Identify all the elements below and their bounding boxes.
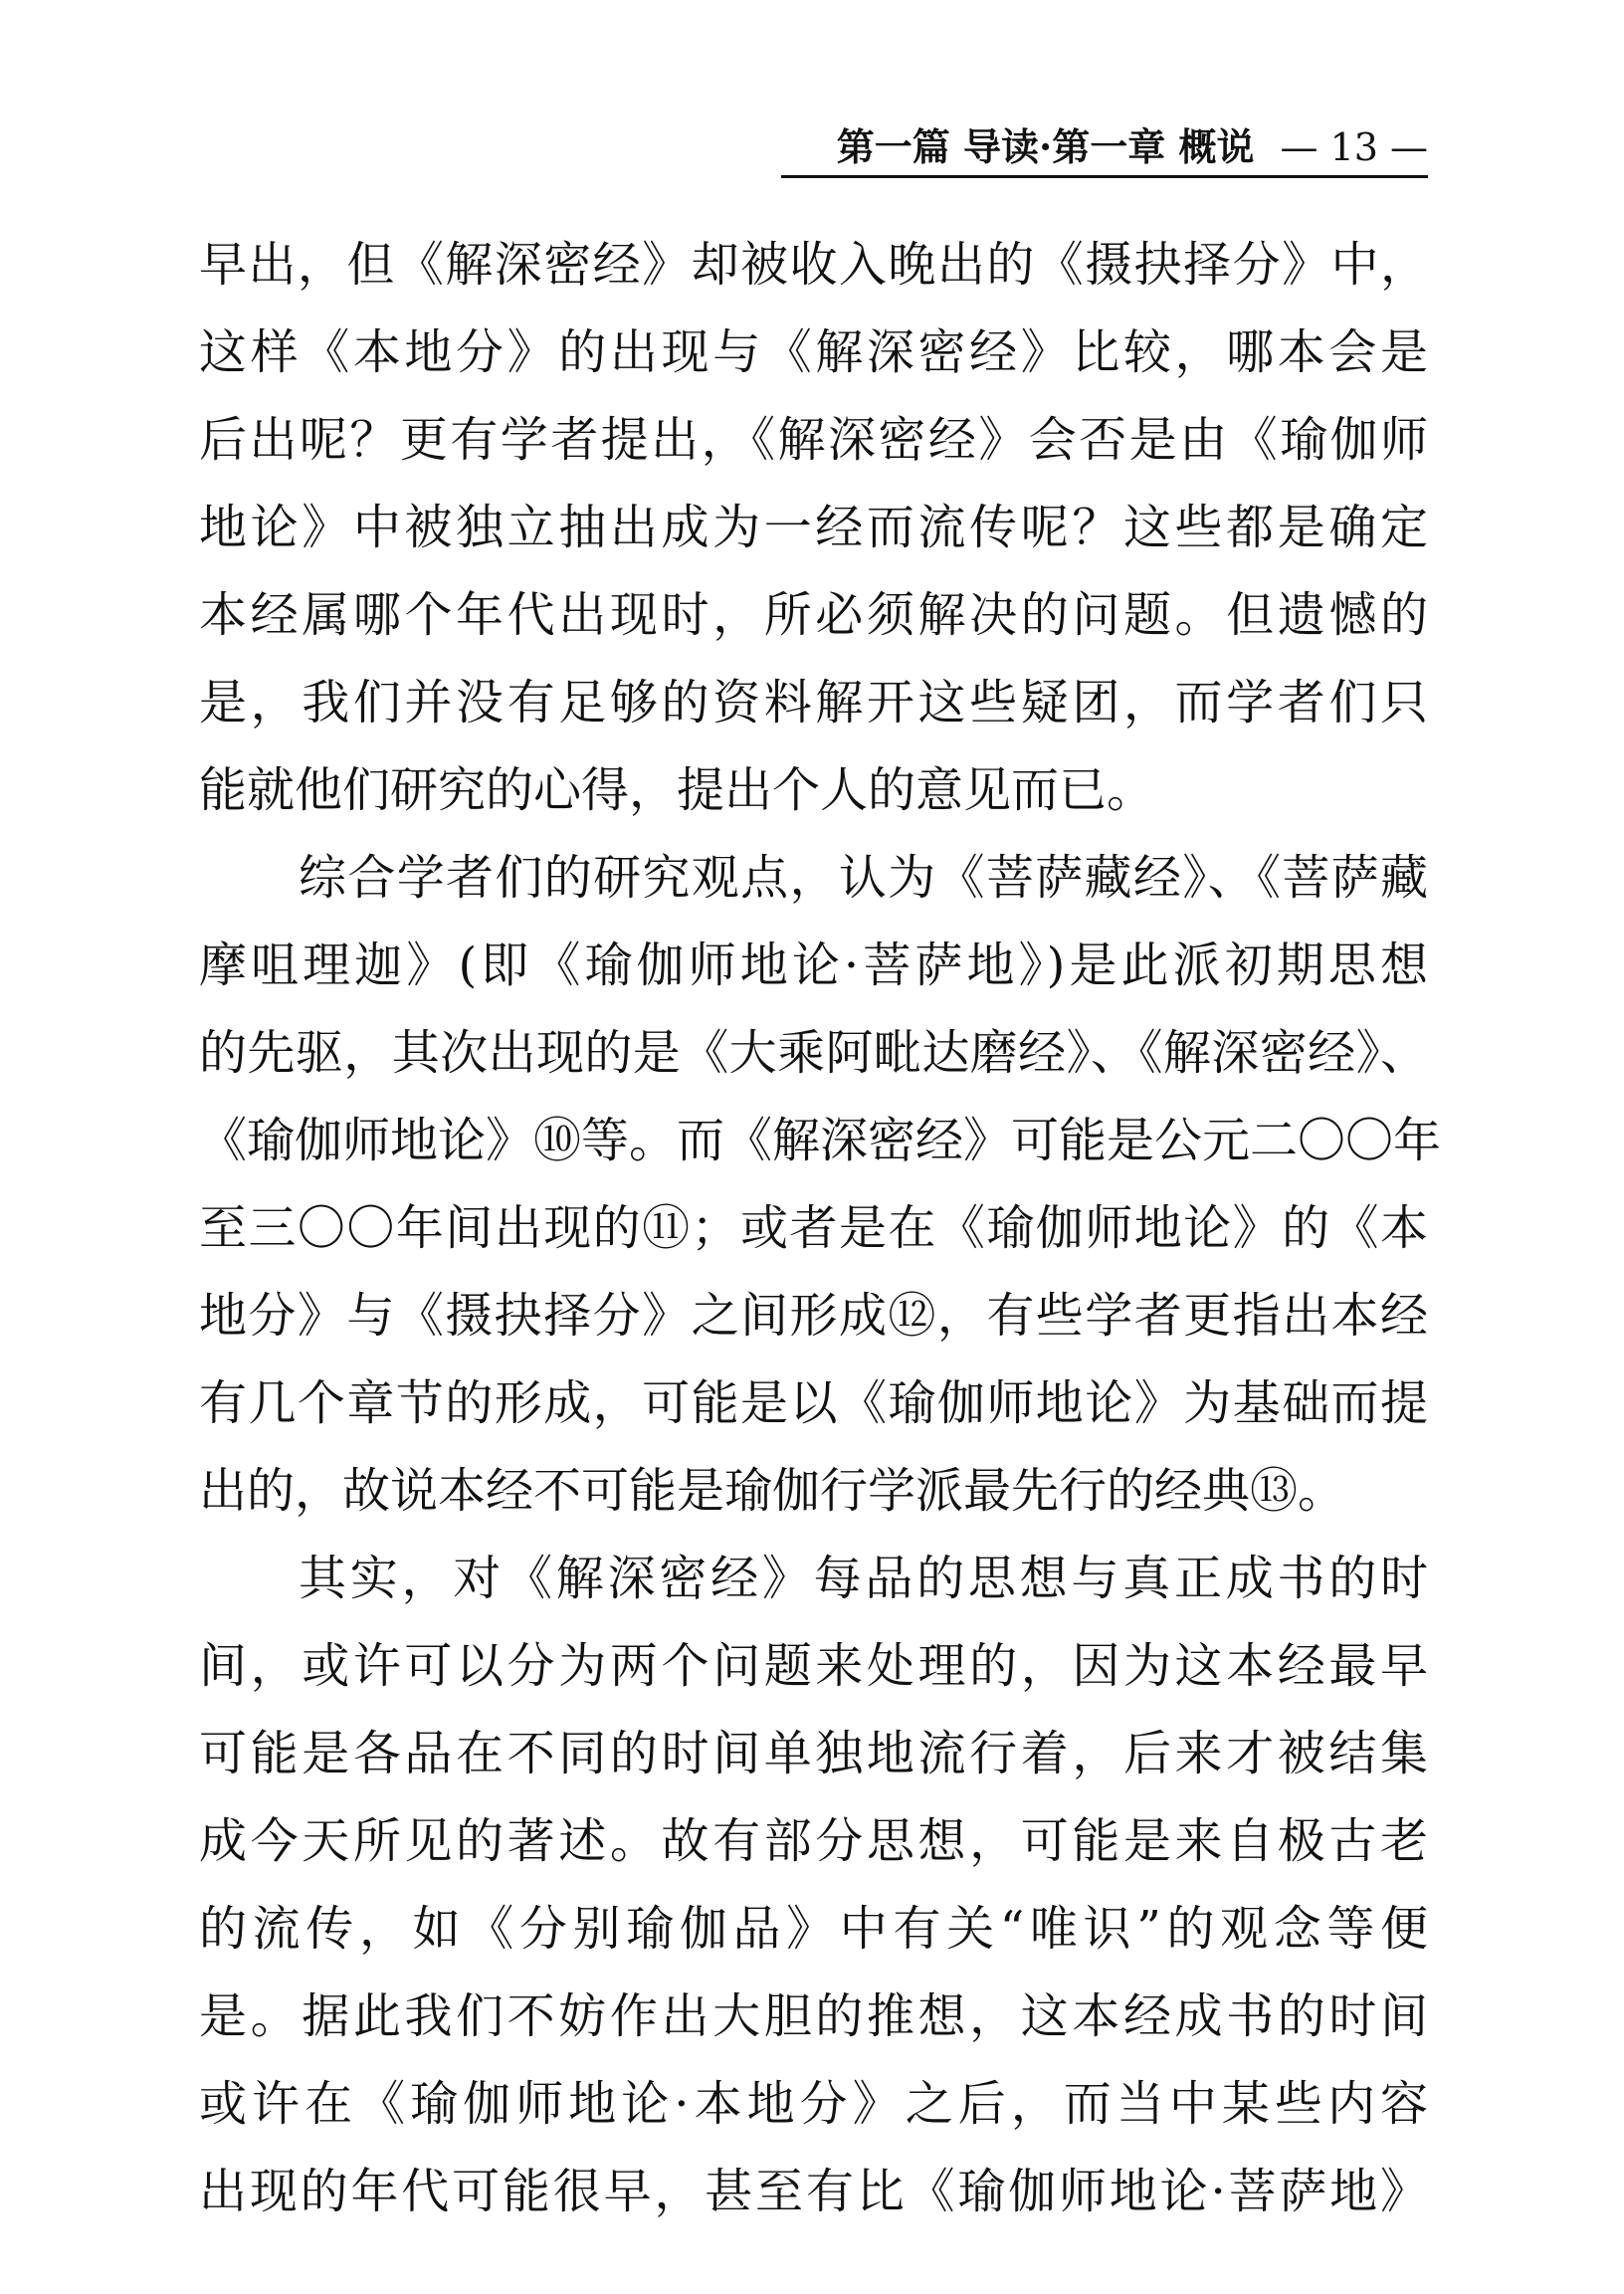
text-line: 可能是各品在不同的时间单独地流行着，后来才被结集 xyxy=(199,1726,1428,1781)
text-line: 出现的年代可能很早，甚至有比《瑜伽师地论·菩萨地》 xyxy=(199,2164,1428,2219)
page-number: — 13 — xyxy=(1280,125,1428,169)
text-line: 摩咀理迦》(即《瑜伽师地论·菩萨地》)是此派初期思想 xyxy=(199,938,1428,993)
text-line: 地分》与《摄抉择分》之间形成⑫，有些学者更指出本经 xyxy=(199,1288,1428,1344)
text-line: 或许在《瑜伽师地论·本地分》之后，而当中某些内容 xyxy=(199,2076,1428,2132)
text-line: 地论》中被独立抽出成为一经而流传呢？这些都是确定 xyxy=(199,500,1428,555)
text-line: 早出，但《解深密经》却被收入晚出的《摄抉择分》中， xyxy=(199,237,1428,293)
text-line: 本经属哪个年代出现时，所必须解决的问题。但遗憾的 xyxy=(199,587,1428,643)
text-line: 至三〇〇年间出现的⑪；或者是在《瑜伽师地论》的《本 xyxy=(199,1200,1428,1256)
text-line: 能就他们研究的心得，提出个人的意见而已。 xyxy=(199,762,1155,818)
text-line: 综合学者们的研究观点，认为《菩萨藏经》、《菩萨藏 xyxy=(299,850,1428,906)
text-line: 是。据此我们不妨作出大胆的推想，这本经成书的时间 xyxy=(199,1988,1428,2044)
running-title: 第一篇 导读·第一章 概说 xyxy=(836,124,1255,169)
body-text xyxy=(199,221,1442,2235)
text-line: 成今天所见的著述。故有部分思想，可能是来自极古老 xyxy=(199,1813,1428,1869)
text-line: 出的，故说本经不可能是瑜伽行学派最先行的经典⑬。 xyxy=(199,1463,1346,1519)
text-line: 这样《本地分》的出现与《解深密经》比较，哪本会是 xyxy=(199,324,1428,380)
text-line: 有几个章节的形成，可能是以《瑜伽师地论》为基础而提 xyxy=(199,1375,1428,1431)
text-line: 是，我们并没有足够的资料解开这些疑团，而学者们只 xyxy=(199,675,1428,730)
text-line: 的流传，如《分别瑜伽品》中有关“唯识”的观念等便 xyxy=(199,1901,1428,1957)
text-line: 间，或许可以分为两个问题来处理的，因为这本经最早 xyxy=(199,1638,1428,1694)
text-line: 后出呢？更有学者提出，《解深密经》会否是由《瑜伽师 xyxy=(199,412,1428,468)
text-line: 《瑜伽师地论》⑩等。而《解深密经》可能是公元二〇〇年 xyxy=(199,1113,1442,1168)
text-line: 的先驱，其次出现的是《大乘阿毗达磨经》、《解深密经》、 xyxy=(199,1025,1428,1081)
running-header xyxy=(781,119,1428,178)
text-line: 其实，对《解深密经》每品的思想与真正成书的时 xyxy=(299,1551,1428,1606)
